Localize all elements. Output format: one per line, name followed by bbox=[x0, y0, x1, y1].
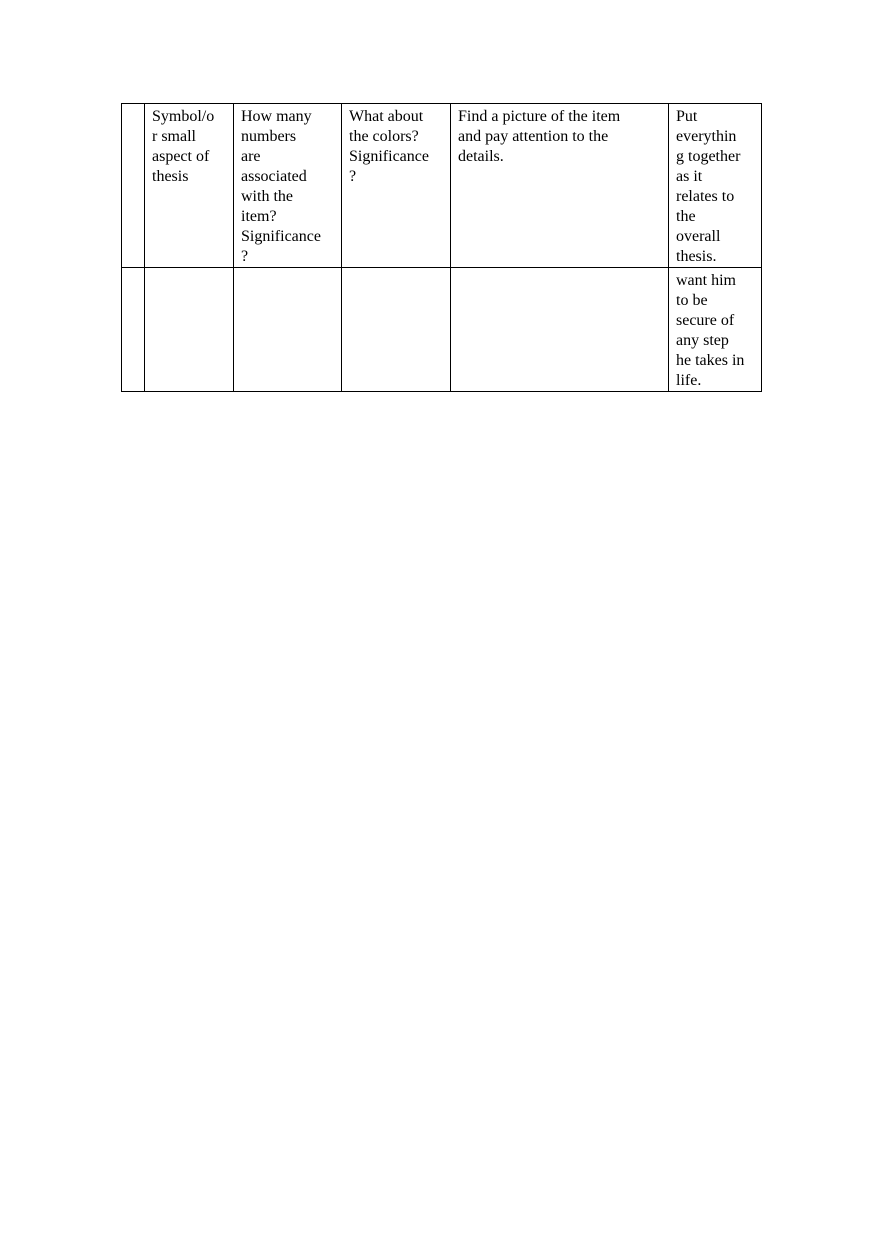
header-cell-numbers: How many numbers are associated with the item? Significance ? bbox=[234, 104, 342, 268]
table-cell bbox=[342, 268, 451, 392]
table-cell: want him to be secure of any step he takes in life. bbox=[669, 268, 762, 392]
thesis-symbol-table bbox=[121, 103, 762, 392]
table-row bbox=[122, 268, 762, 392]
table-header-row bbox=[122, 104, 762, 268]
header-cell-colors: What about the colors? Significance ? bbox=[342, 104, 451, 268]
header-cell-symbol: Symbol/o r small aspect of thesis bbox=[145, 104, 234, 268]
table-cell bbox=[234, 268, 342, 392]
header-cell-together: Put everythin g together as it relates to the overall thesis. bbox=[669, 104, 762, 268]
header-cell-picture: Find a picture of the item and pay attention to the details. bbox=[451, 104, 669, 268]
header-cell-index bbox=[122, 104, 145, 268]
table-cell bbox=[451, 268, 669, 392]
table-cell bbox=[122, 268, 145, 392]
table-cell bbox=[145, 268, 234, 392]
